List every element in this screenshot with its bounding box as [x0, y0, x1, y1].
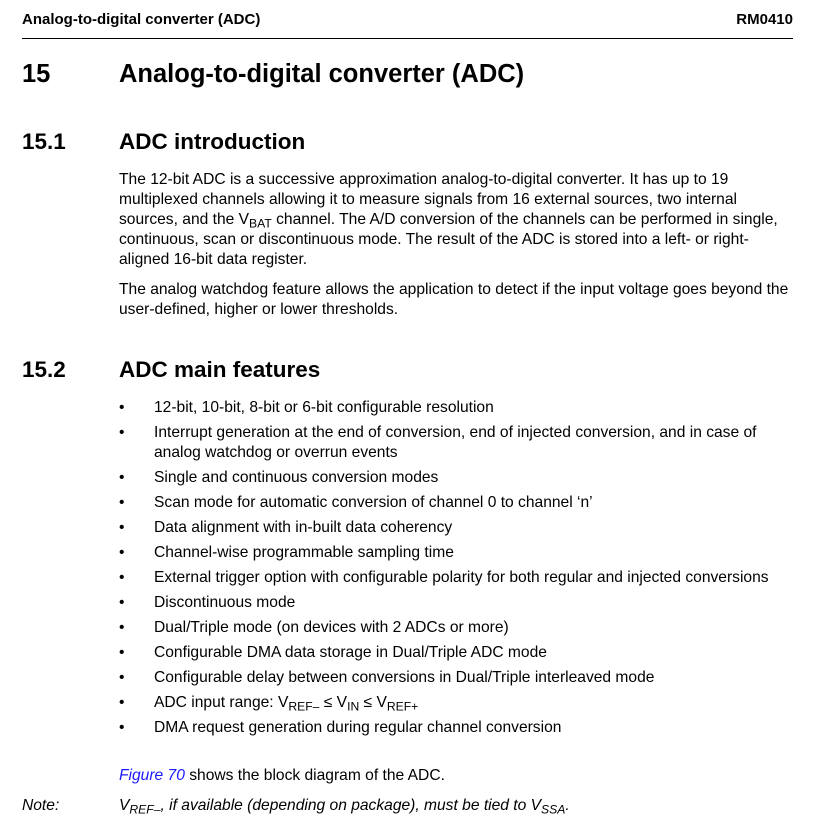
figure-link[interactable]: Figure 70	[119, 767, 185, 784]
bullet-icon: •	[119, 694, 125, 711]
bullet-icon: •	[119, 399, 125, 416]
list-item: • Data alignment with in-built data coherency	[119, 519, 453, 536]
bullet-icon: •	[119, 494, 125, 511]
section-title: ADC main features	[119, 357, 321, 382]
list-item: • Configurable delay between conversions in Dual/Triple interleaved mode	[119, 669, 655, 686]
list-item: • Configurable DMA data storage in Dual/Triple ADC mode	[119, 644, 547, 661]
document-id: RM0410	[736, 11, 793, 28]
section-number: 15.1	[22, 129, 66, 154]
features-list	[119, 398, 799, 743]
intro-paragraph-2: The analog watchdog feature allows the application to detect if the input voltage goes beyond the user-defined, higher or lower thresholds.	[119, 281, 789, 318]
list-item: • Interrupt generation at the end of conversion, end of injected conversion, and in case of analog watchdog or overrun events	[119, 424, 757, 461]
list-item: • Single and continuous conversion modes	[119, 469, 439, 486]
running-header	[22, 11, 793, 39]
bullet-icon: •	[119, 719, 125, 736]
list-item: • DMA request generation during regular channel conversion	[119, 719, 562, 736]
intro-paragraph-1: The 12-bit ADC is a successive approximation analog-to-digital converter. It has up to 19 multiplexed channels allowing it to measure signals from 16 external sources, two internal sources, and the $V_{BAT}$ channel. The A/D conversion of the channels can be performed in single, continuous, scan or discontinuous mode. The result of the ADC is stored into a left- or right-aligned 16-bit data register.	[119, 171, 778, 268]
list-item: • Dual/Triple mode (on devices with 2 ADCs or more)	[119, 619, 509, 636]
bullet-icon: •	[119, 544, 125, 561]
list-item: • 12-bit, 10-bit, 8-bit or 6-bit configurable resolution	[119, 399, 494, 416]
bullet-icon: •	[119, 569, 125, 586]
bullet-icon: •	[119, 469, 125, 486]
list-item: • ADC input range: $V_{REF-} \le V_{IN} \le V_{REF+}$	[119, 694, 419, 714]
list-item: • Discontinuous mode	[119, 594, 296, 611]
bullet-icon: •	[119, 519, 125, 536]
note-label: Note:	[22, 797, 60, 814]
chapter-title: Analog-to-digital converter (ADC)	[119, 60, 525, 88]
bullet-icon: •	[119, 619, 125, 636]
header-title: Analog-to-digital converter (ADC)	[22, 11, 261, 28]
list-item: • External trigger option with configurable polarity for both regular and injected conversions	[119, 569, 769, 586]
note-text: $V_{REF-}$, if available (depending on package), must be tied to $V_{SSA}$.	[119, 797, 570, 817]
list-item: • Channel-wise programmable sampling time	[119, 544, 454, 561]
section-title: ADC introduction	[119, 129, 306, 154]
list-item: • Scan mode for automatic conversion of channel 0 to channel ‘n’	[119, 494, 593, 511]
figure-reference: Figure 70 shows the block diagram of the ADC.	[119, 767, 445, 784]
bullet-icon: •	[119, 644, 125, 661]
section-number: 15.2	[22, 357, 66, 382]
bullet-icon: •	[119, 424, 125, 441]
bullet-icon: •	[119, 594, 125, 611]
chapter-number: 15	[22, 60, 51, 88]
bullet-icon: •	[119, 669, 125, 686]
